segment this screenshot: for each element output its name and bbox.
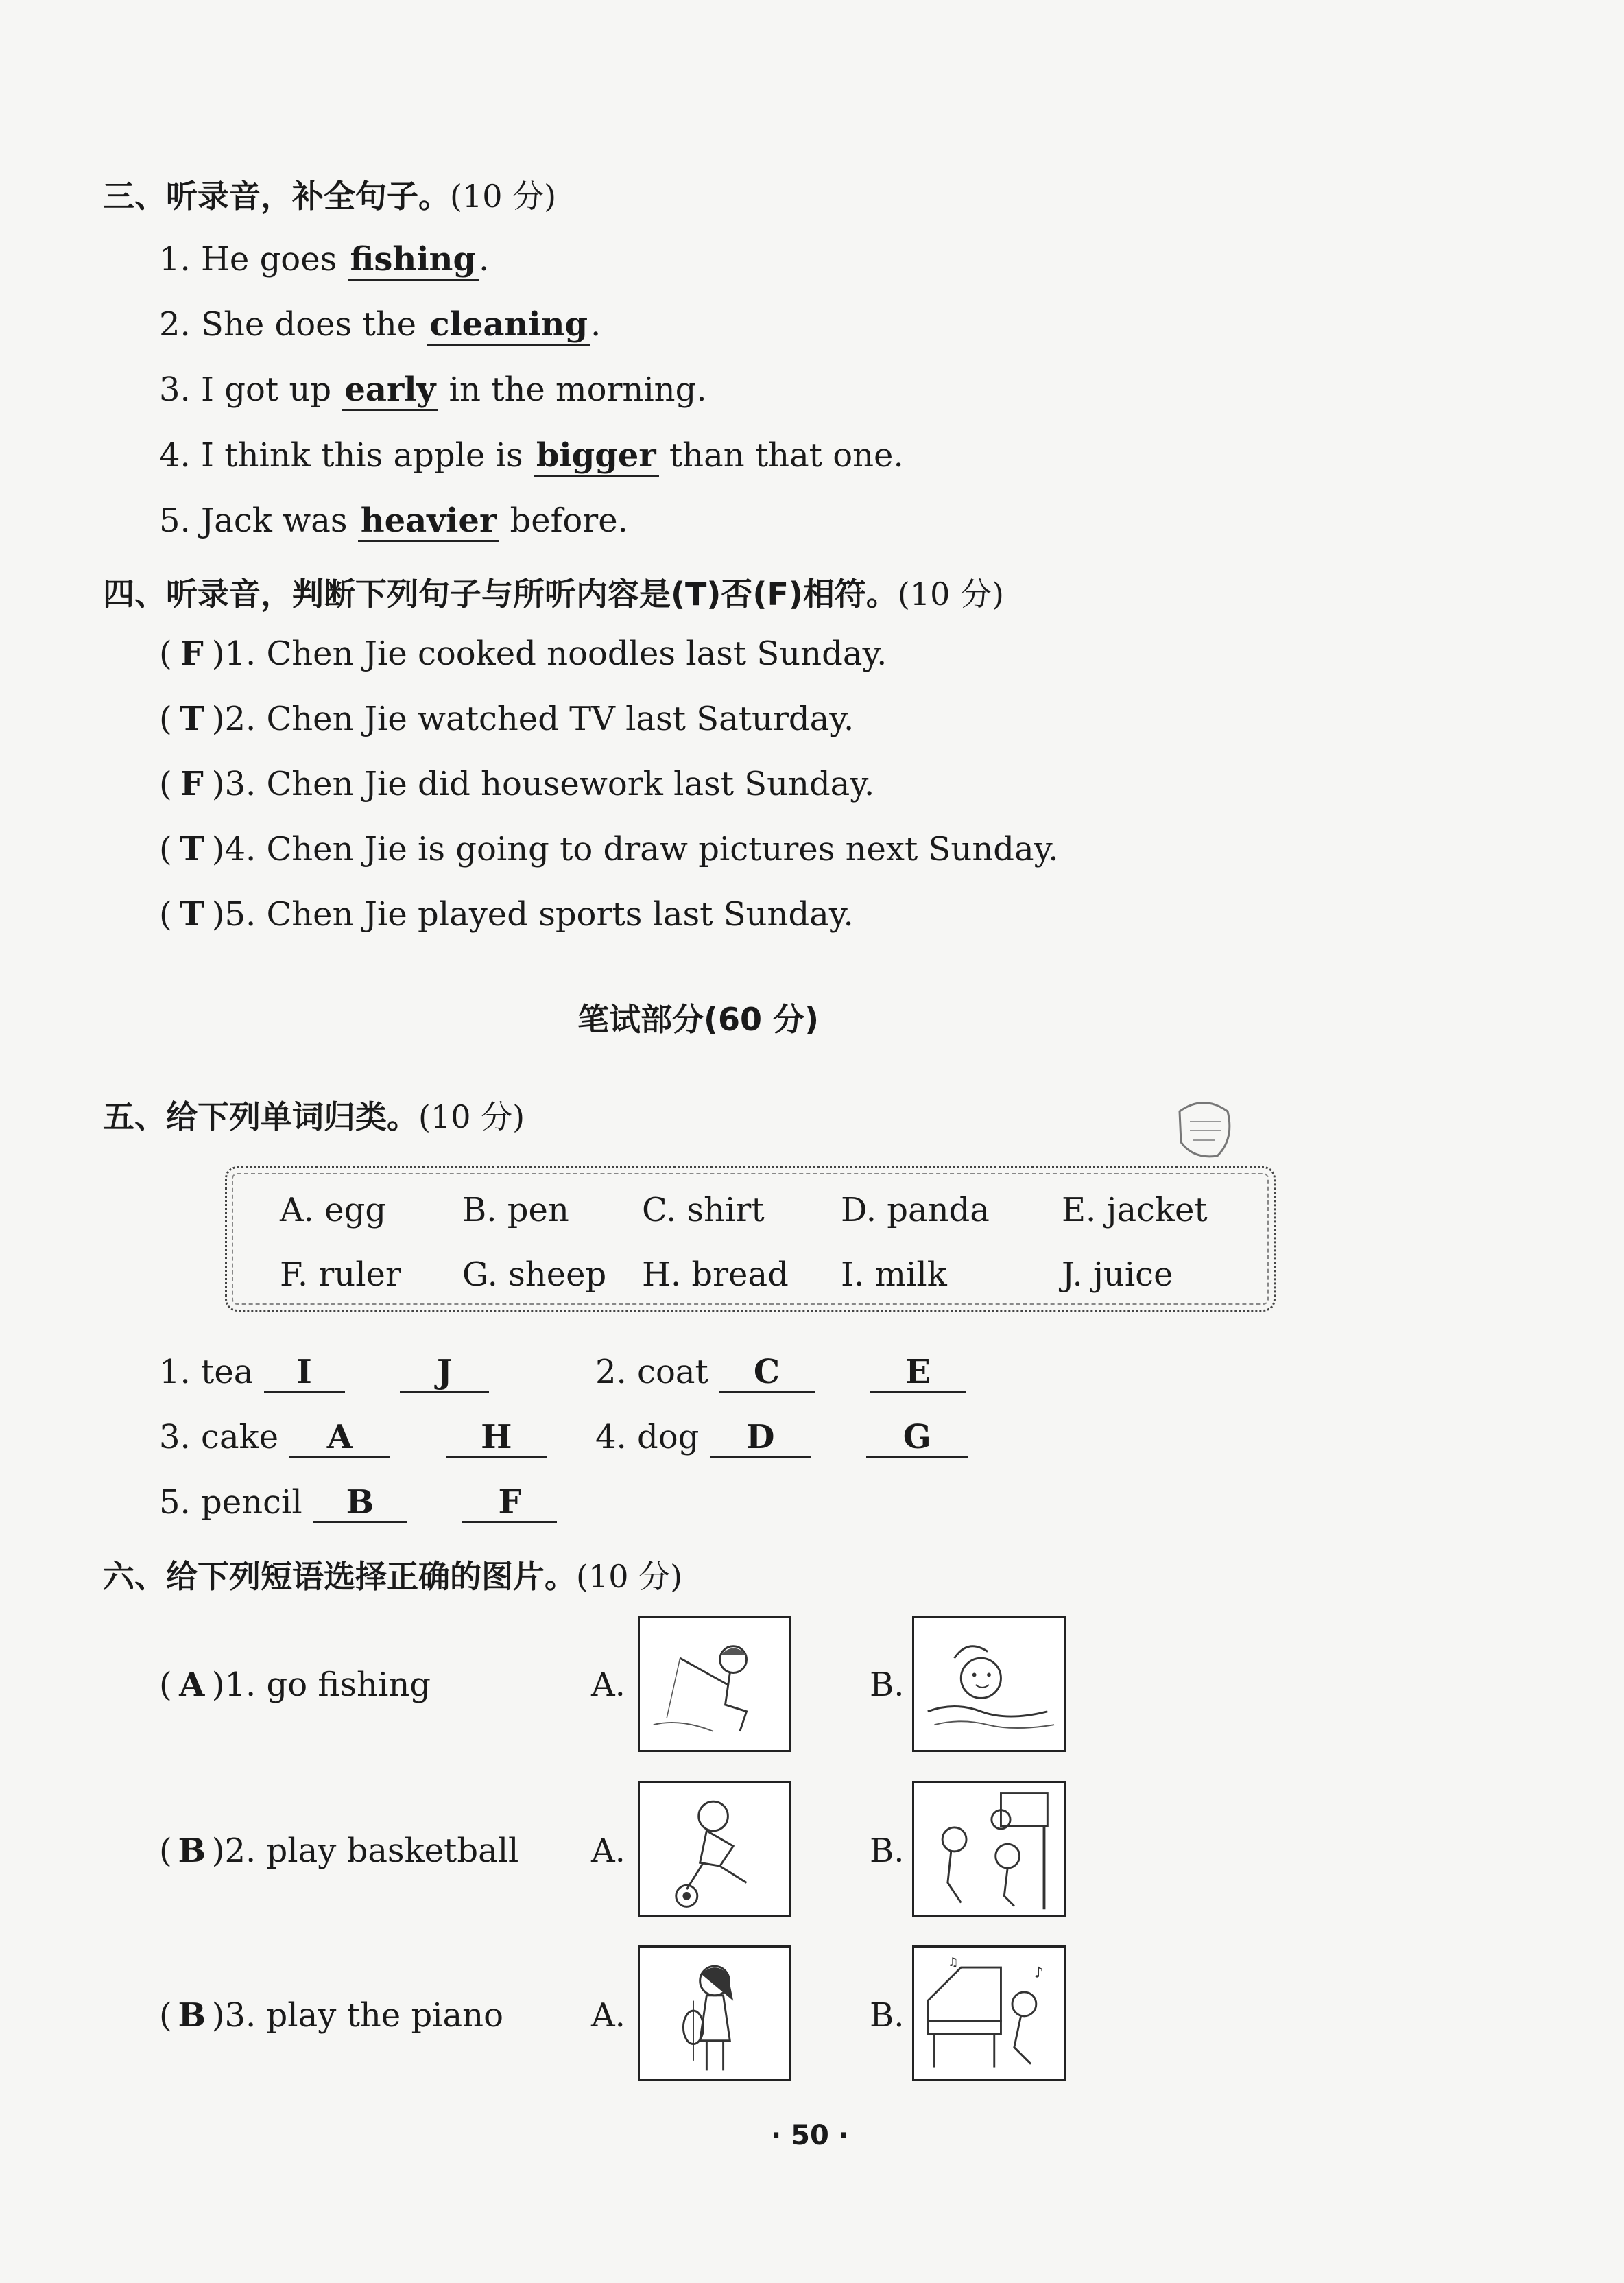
s6-item-3-option-a: A.: [591, 1996, 625, 2035]
s3-item-3-answer: early: [342, 371, 438, 411]
section-5-points: (10 分): [418, 1098, 525, 1135]
s6-item-1-text: )1. go fishing: [211, 1666, 431, 1704]
s5-q5-answer-1: B: [313, 1484, 407, 1523]
section-6-points: (10 分): [576, 1558, 683, 1595]
s4-item-4: ( T )4. Chen Jie is going to draw pictures next Sunday.: [159, 830, 1059, 868]
s6-item-2-answer: B: [178, 1832, 206, 1870]
s3-item-4-end: than that one.: [658, 436, 904, 475]
s3-item-4-text: 4. I think this apple is: [159, 436, 534, 475]
s3-item-4: [159, 436, 904, 477]
page-number: · 50 ·: [771, 2120, 849, 2151]
s4-item-4-text: )4. Chen Jie is going to draw pictures next Sunday.: [211, 830, 1059, 868]
s6-item-2: ( B )2. play basketball: [159, 1832, 519, 1870]
s4-item-3-answer: F: [180, 765, 204, 803]
s3-item-3-end: in the morning.: [438, 370, 707, 409]
basketball-picture: [912, 1781, 1066, 1917]
s5-q3-answer-1: A: [289, 1419, 390, 1458]
word-b: B. pen: [462, 1191, 569, 1229]
section-5-title: 五、给下列单词归类。: [103, 1098, 418, 1135]
word-f: F. ruler: [280, 1255, 401, 1294]
section-6-heading: [103, 1552, 682, 1597]
s3-item-2-text: 2. She does the: [159, 305, 427, 344]
s6-item-3-option-b: B.: [870, 1996, 905, 2035]
section-3-title: 三、听录音，补全句子。: [103, 178, 450, 215]
word-g: G. sheep: [462, 1255, 607, 1294]
s5-q4-answer-1: D: [710, 1419, 811, 1458]
s3-item-1-text: 1. He goes: [159, 240, 348, 279]
s4-item-2-answer: T: [179, 700, 204, 738]
svg-text:♫: ♫: [947, 1956, 959, 1970]
s4-item-1-answer: F: [180, 635, 204, 673]
section-4-points: (10 分): [897, 576, 1004, 613]
s6-item-3: ( B )3. play the piano: [159, 1996, 503, 2035]
word-a: A. egg: [280, 1191, 387, 1229]
s3-item-2-end: .: [590, 305, 601, 344]
s4-item-2: ( T )2. Chen Jie watched TV last Saturday.: [159, 700, 855, 738]
s4-item-1: ( F )1. Chen Jie cooked noodles last Sunday.: [159, 635, 887, 673]
written-part-title: 笔试部分(60 分): [577, 1001, 820, 1038]
s3-item-1-end: .: [479, 240, 490, 279]
swimming-picture: [912, 1616, 1066, 1752]
s4-item-5-text: )5. Chen Jie played sports last Sunday.: [211, 895, 854, 934]
s5-q5-answer-2: F: [462, 1484, 557, 1523]
s6-item-1-answer: A: [179, 1666, 205, 1704]
section-6-title: 六、给下列短语选择正确的图片。: [103, 1558, 576, 1595]
s3-item-5-answer: heavier: [358, 502, 500, 542]
s5-q4: [595, 1418, 968, 1458]
word-i: I. milk: [841, 1255, 947, 1294]
s5-q4-answer-2: G: [866, 1419, 968, 1458]
s5-q2-answer-2: E: [870, 1354, 966, 1393]
s5-q1-answer-2: J: [400, 1354, 489, 1393]
s4-item-3: ( F )3. Chen Jie did housework last Sunday.: [159, 765, 875, 803]
football-picture: [638, 1781, 791, 1917]
fishing-picture: [638, 1616, 791, 1752]
s3-item-1: [159, 240, 489, 281]
s5-q1-label: 1. tea: [159, 1353, 254, 1391]
s4-item-2-text: )2. Chen Jie watched TV last Saturday.: [211, 700, 855, 738]
s5-q1-answer-1: I: [264, 1354, 345, 1393]
s3-item-2-answer: cleaning: [427, 306, 590, 346]
s3-item-2: [159, 305, 601, 346]
s5-q5: [159, 1483, 557, 1523]
s3-item-5-text: 5. Jack was: [159, 501, 358, 540]
section-5-heading: [103, 1092, 525, 1137]
s4-item-5-answer: T: [179, 895, 204, 934]
section-3-points: (10 分): [450, 178, 557, 215]
s6-item-3-text: )3. play the piano: [211, 1996, 503, 2035]
stamp-icon: [1166, 1091, 1241, 1166]
s5-q2-answer-1: C: [719, 1354, 815, 1393]
word-e: E. jacket: [1062, 1191, 1208, 1229]
s5-q2: [595, 1353, 966, 1393]
s6-item-2-option-b: B.: [870, 1832, 905, 1870]
word-c: C. shirt: [642, 1191, 765, 1229]
s4-item-1-text: )1. Chen Jie cooked noodles last Sunday.: [211, 635, 887, 673]
section-3-heading: [103, 171, 556, 217]
s6-item-2-option-a: A.: [591, 1832, 625, 1870]
word-j: J. juice: [1062, 1255, 1173, 1294]
word-d: D. panda: [841, 1191, 990, 1229]
s5-q1: [159, 1353, 489, 1393]
s5-q4-label: 4. dog: [595, 1418, 700, 1456]
s3-item-5: [159, 501, 628, 542]
s3-item-1-answer: fishing: [348, 241, 479, 281]
s5-q3: [159, 1418, 547, 1458]
s6-item-1-option-a: A.: [591, 1666, 625, 1704]
s4-item-4-answer: T: [179, 830, 204, 868]
s3-item-3-text: 3. I got up: [159, 370, 342, 409]
word-h: H. bread: [642, 1255, 789, 1294]
s3-item-4-answer: bigger: [534, 437, 659, 477]
svg-text:♪: ♪: [1034, 1964, 1044, 1982]
section-4-heading: [103, 569, 1004, 615]
s6-item-1: ( A )1. go fishing: [159, 1666, 431, 1704]
s6-item-3-answer: B: [178, 1996, 206, 2035]
s6-item-1-option-b: B.: [870, 1666, 905, 1704]
s5-q5-label: 5. pencil: [159, 1483, 302, 1522]
s3-item-5-end: before.: [499, 501, 628, 540]
s5-q3-label: 3. cake: [159, 1418, 279, 1456]
s5-q3-answer-2: H: [446, 1419, 547, 1458]
s6-item-2-text: )2. play basketball: [211, 1832, 519, 1870]
violin-picture: [638, 1945, 791, 2081]
s4-item-5: ( T )5. Chen Jie played sports last Sunday.: [159, 895, 854, 934]
s5-q2-label: 2. coat: [595, 1353, 708, 1391]
s3-item-3: [159, 370, 707, 411]
piano-picture: [912, 1945, 1066, 2081]
s4-item-3-text: )3. Chen Jie did housework last Sunday.: [211, 765, 875, 803]
section-4-title: 四、听录音，判断下列句子与所听内容是(T)否(F)相符。: [103, 576, 898, 613]
